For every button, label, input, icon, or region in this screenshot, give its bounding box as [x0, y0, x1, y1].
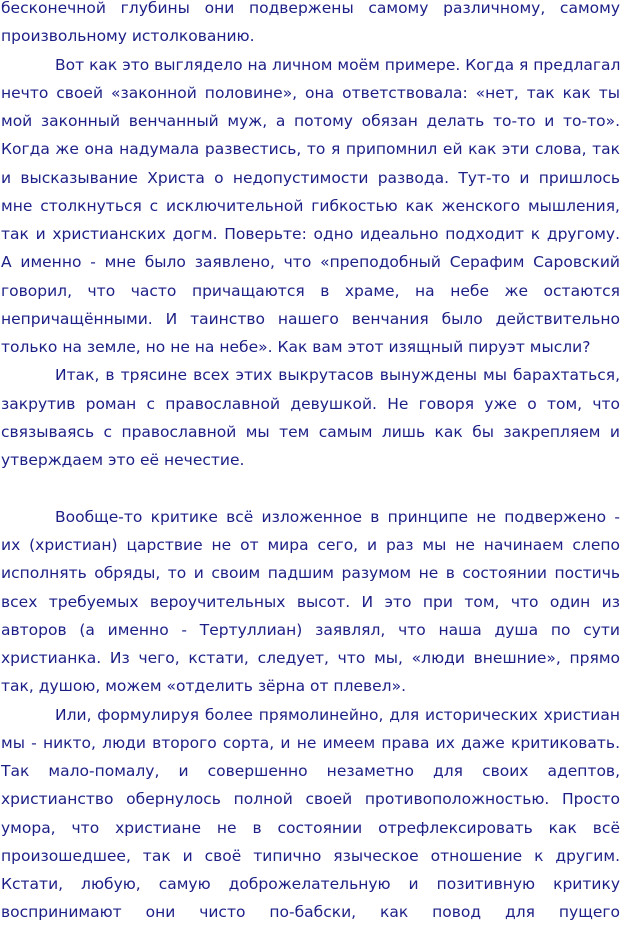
- text-line: их (христиан) царствие не от мира сего, и раз мы не начинаем слепо: [1, 536, 620, 554]
- text-line: А именно - мне было заявлено, что «преподобный Серафим Саровский: [1, 253, 620, 272]
- text-line: закрутив роман с православной девушкой. Не говоря уже о том, что: [1, 394, 620, 413]
- text-line: только на земле, но не на небе». Как вам этот изящный пируэт мысли?: [1, 338, 591, 356]
- paragraph: [1, 0, 620, 51]
- text-line: Вот как это выглядело на личном моём примере. Когда я предлагал: [55, 55, 620, 74]
- text-line: бесконечной глубины они подвержены самому различному, самому: [1, 0, 620, 17]
- text-line: так и христианских догм. Поверьте: одно идеально подходит к другому.: [1, 225, 620, 243]
- text-line: всех требуемых вероучительных высот. И это при том, что один из: [1, 592, 620, 611]
- text-line: Или, формулируя более прямолинейно, для исторических христиан: [55, 705, 620, 724]
- paragraph-gap: [1, 474, 620, 503]
- text-line: мне столкнуться с исключительной гибкостью как женского мышления,: [1, 196, 620, 215]
- text-line: произошедшее, так и своё типично языческое отношение к другим.: [1, 846, 620, 865]
- text-line: мой законный венчанный муж, а потому обязан делать то-то и то-то».: [1, 112, 620, 130]
- paragraph: [1, 701, 620, 927]
- text-line: связываясь с православной мы тем самым лишь как бы закрепляем и: [1, 422, 620, 441]
- paragraph: [1, 503, 620, 701]
- text-line: Кстати, любую, самую доброжелательную и позитивную критику: [1, 875, 620, 893]
- text-line: Когда же она надумала развестись, то я припомнил ей как эти слова, так: [1, 140, 620, 159]
- text-line: христианка. Из чего, кстати, следует, что мы, «люди внешние», прямо: [1, 649, 620, 667]
- text-line: непричащёнными. И таинство нашего венчания было действительно: [1, 309, 620, 328]
- text-line: и высказывание Христа о недопустимости развода. Тут-то и пришлось: [1, 168, 620, 187]
- text-line: утверждаем это её нечестие.: [1, 451, 245, 469]
- text-line: нечто своей «законной половине», она ответствовала: «нет, так как ты: [1, 83, 620, 102]
- text-line: исполнять обряды, то и своим падшим разумом не в состоянии постичь: [1, 564, 620, 583]
- text-line: так, душою, можем «отделить зёрна от плевел».: [1, 677, 406, 696]
- text-line: произвольному истолкованию.: [1, 27, 255, 46]
- text-line: мы - никто, люди второго сорта, и не имеем права их даже критиковать.: [1, 733, 620, 752]
- text-line: Итак, в трясине всех этих выкрутасов вынуждены мы барахтаться,: [55, 366, 620, 385]
- text-line: говорил, что часто причащаются в храме, на небе же остаются: [1, 281, 620, 300]
- text-line: авторов (а именно - Тертуллиан) заявлял, что наша душа по сути: [1, 620, 620, 639]
- text-line: христианство обернулось полной своей противоположностью. Просто: [1, 790, 620, 809]
- text-line: Вообще-то критике всё изложенное в принципе не подвержено -: [55, 507, 620, 526]
- paragraph: [1, 51, 620, 362]
- text-line: воспринимают они чисто по-бабски, как повод для пущего: [1, 903, 620, 922]
- paragraph: [1, 361, 620, 474]
- text-line: Так мало-помалу, и совершенно незаметно для своих адептов,: [1, 762, 620, 780]
- text-line: умора, что христиане не в состоянии отрефлексировать как всё: [1, 818, 620, 837]
